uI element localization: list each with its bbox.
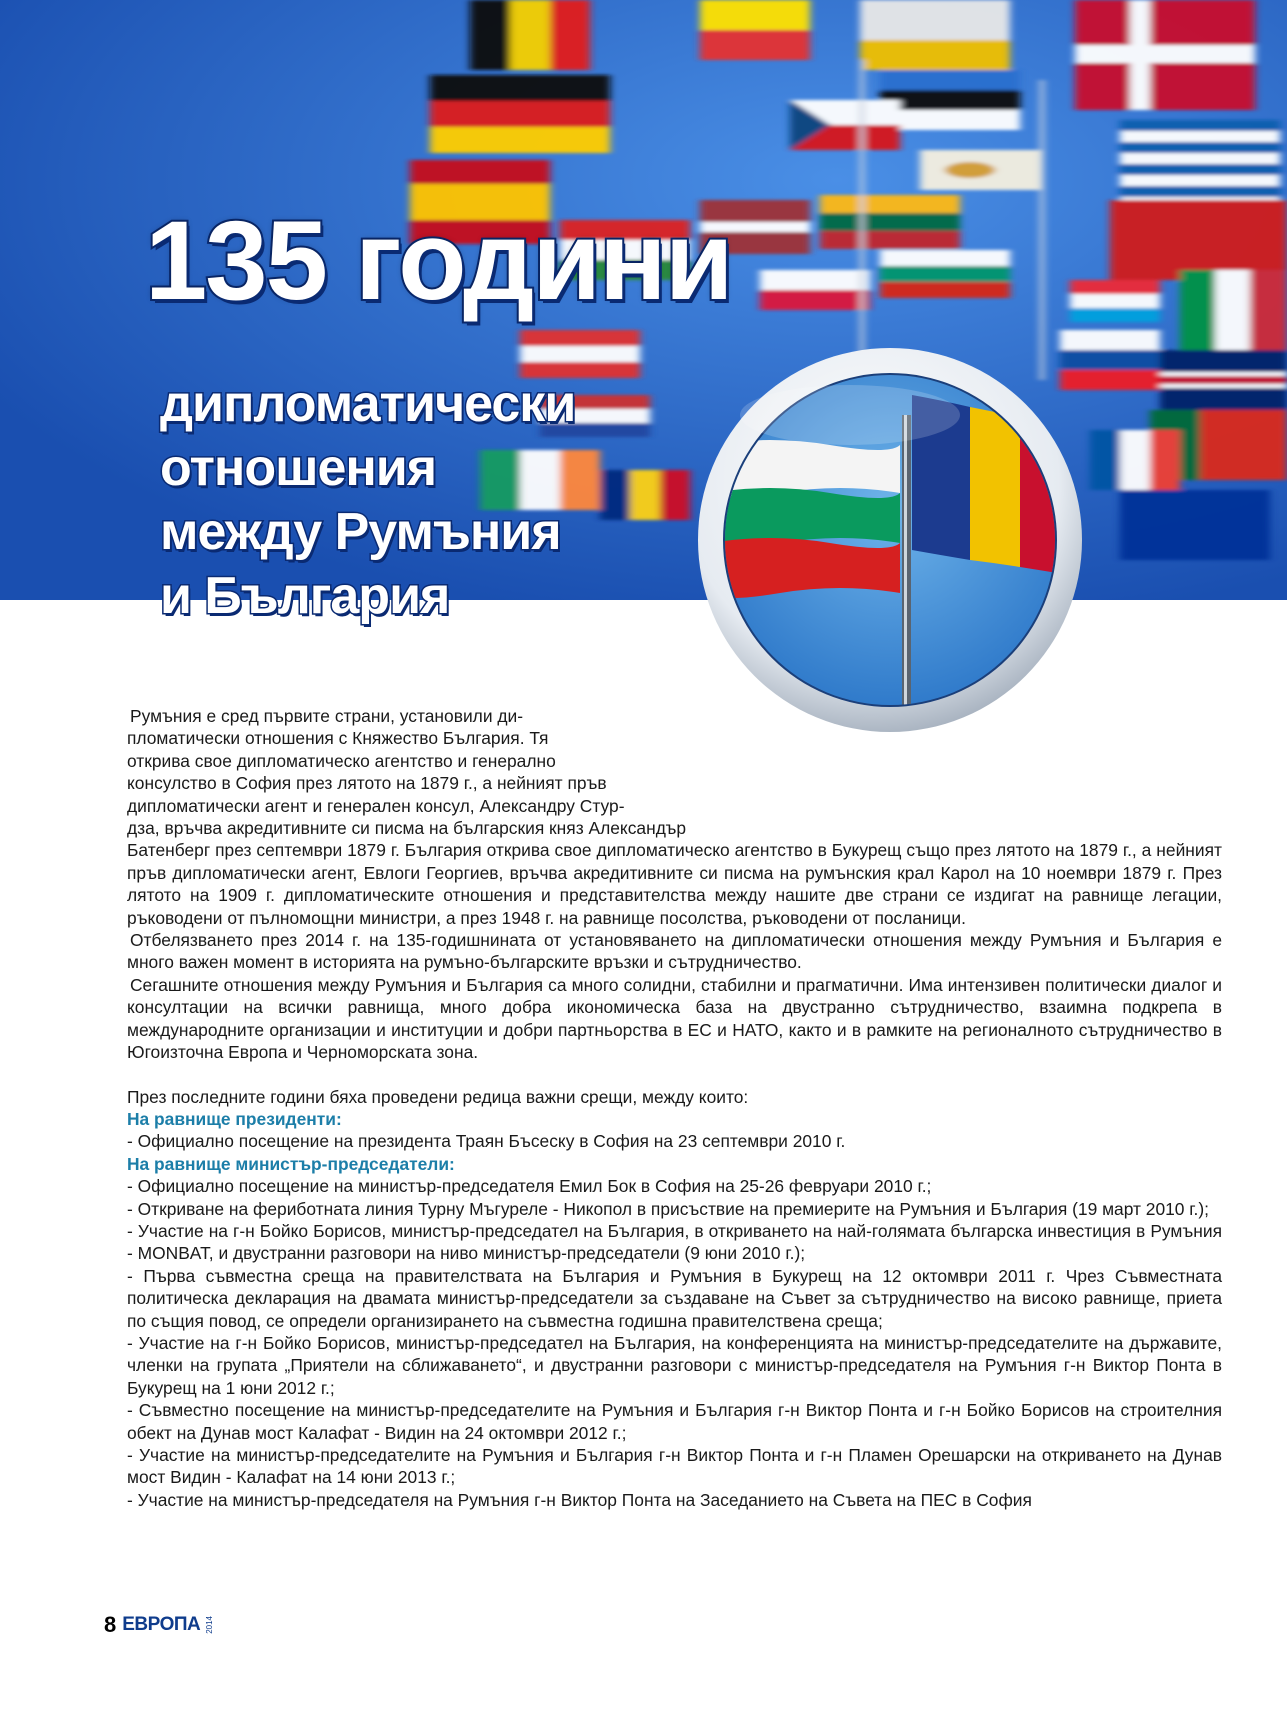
subtitle-line: и България: [160, 567, 450, 625]
paragraph: Батенберг през септември 1879 г. България открива свое дипломатическо агентство в Букурещ също през лятото на 1879 г., а нейният пръв дипломатически агент, Евлоги Георгиев, връчва акредитивните си писма на румънския крал Карол на 10 ноември 1879 г. През лятото на 1909 г. дипломатическите отношения и представителства между нашите две страни се издигат на равнище легации, ръководени от пълномощни министри, а през 1948 г. на равнище посолства, ръководени от посланици.: [127, 840, 1222, 928]
section-heading-prime-ministers: На равнище министър-председатели:: [127, 1153, 455, 1174]
intro-block: [127, 705, 772, 839]
list-item: - Участие на г-н Бойко Борисов, министър-председател на България, в откриването на най-голямата българска инвестиция в Румъния - MONBAT, и двустранни разговори на ниво министър-председатели (9 юни 2010 г.);: [127, 1220, 1222, 1264]
article-body: [127, 705, 1222, 1511]
intro-line: дипломатически агент и генерален консул, Александру Стур-: [127, 795, 625, 816]
subtitle-line: отношения: [160, 439, 437, 497]
paragraph: Отбелязването през 2014 г. на 135-годишнината от установяването на дипломатически отношения между Румъния и България е много важен момент в историята на румъно-българските връзки и сътрудничество.: [127, 930, 1222, 973]
list-item: - Откриване на фериботната линия Турну Мъгуреле - Никопол в присъствие на премиерите на Румъния и България (19 март 2010 г.);: [127, 1198, 1209, 1219]
intro-line: Румъния е сред първите страни, установили ди-: [130, 706, 524, 726]
flags-medallion-image: [680, 345, 1100, 735]
page-title: 135 години: [145, 198, 732, 323]
intro-line: открива свое дипломатическо агентство и генерално: [127, 750, 556, 771]
list-item: - Официално посещение на министър-председателя Емил Бок в София на 25-26 февруари 2010 г.;: [127, 1176, 932, 1197]
paragraph: Сегашните отношения между Румъния и България са много солидни, стабилни и прагматични. Има интензивен политически диалог и консултации на всички равнища, много добра икономическа база на двустранно сътрудничество, взаимна подкрепа в международните организации и институции и добри партньорства в ЕС и НАТО, както и в рамките на регионалното сътрудничество в Югоизточна Европа и Черноморската зона.: [127, 974, 1222, 1063]
list-item: - Съвместно посещение на министър-председателите на Румъния и България г-н Виктор Понта и г-н Бойко Борисов на строителния обект на Дунав мост Калафат - Видин на 24 октомври 2012 г.;: [127, 1400, 1222, 1443]
list-item: - Официално посещение на президента Траян Бъсеску в София на 23 септември 2010 г.: [127, 1131, 846, 1152]
intro-line: консулство в София през лятото на 1879 г., а нейният пръв: [127, 773, 607, 794]
spacer: [127, 1064, 1222, 1086]
magazine-logo: ЕВРОПА: [122, 1614, 201, 1635]
intro-line: пломатически отношения с Княжество България. Тя: [127, 728, 549, 749]
page-number: 8: [104, 1612, 117, 1637]
meetings-intro: През последните години бяха проведени редица важни срещи, между които:: [127, 1086, 749, 1107]
magazine-logo-year: 2014: [205, 1616, 215, 1634]
subtitle-line: дипломатически: [160, 375, 576, 433]
list-item: - Първа съвместна среща на правителствата на България и Румъния в Букурещ на 12 октомври 2011 г. Чрез Съвместната политическа декларация на двамата министър-председатели за създаване на Съвет за сътрудничество на високо равнище, приета по същия повод, се определи организирането на съвместна годишна правителствена среща;: [127, 1265, 1222, 1331]
page-footer: [104, 1612, 214, 1638]
intro-line: дза, връчва акредитивните си писма на българския княз Александър: [127, 818, 686, 839]
list-item: - Участие на г-н Бойко Борисов, министър-председател на България, на конференцията на министър-председателите на държавите, членки на групата „Приятели на сближаването“, и двустранни разговори с министър-председателя на Румъния г-н Виктор Понта в Букурещ на 1 юни 2012 г.;: [127, 1332, 1222, 1398]
page-subtitle: [160, 372, 575, 628]
list-item: - Участие на министър-председателя на Румъния г-н Виктор Понта на Заседанието на Съвета на ПЕС в София: [127, 1489, 1032, 1510]
subtitle-line: между Румъния: [160, 503, 561, 561]
list-item: - Участие на министър-председателите на Румъния и България г-н Виктор Понта и г-н Пламен Орешарски на откриването на Дунав мост Видин - Калафат на 14 юни 2013 г.;: [127, 1445, 1222, 1488]
section-heading-presidents: На равнище президенти:: [127, 1108, 342, 1129]
